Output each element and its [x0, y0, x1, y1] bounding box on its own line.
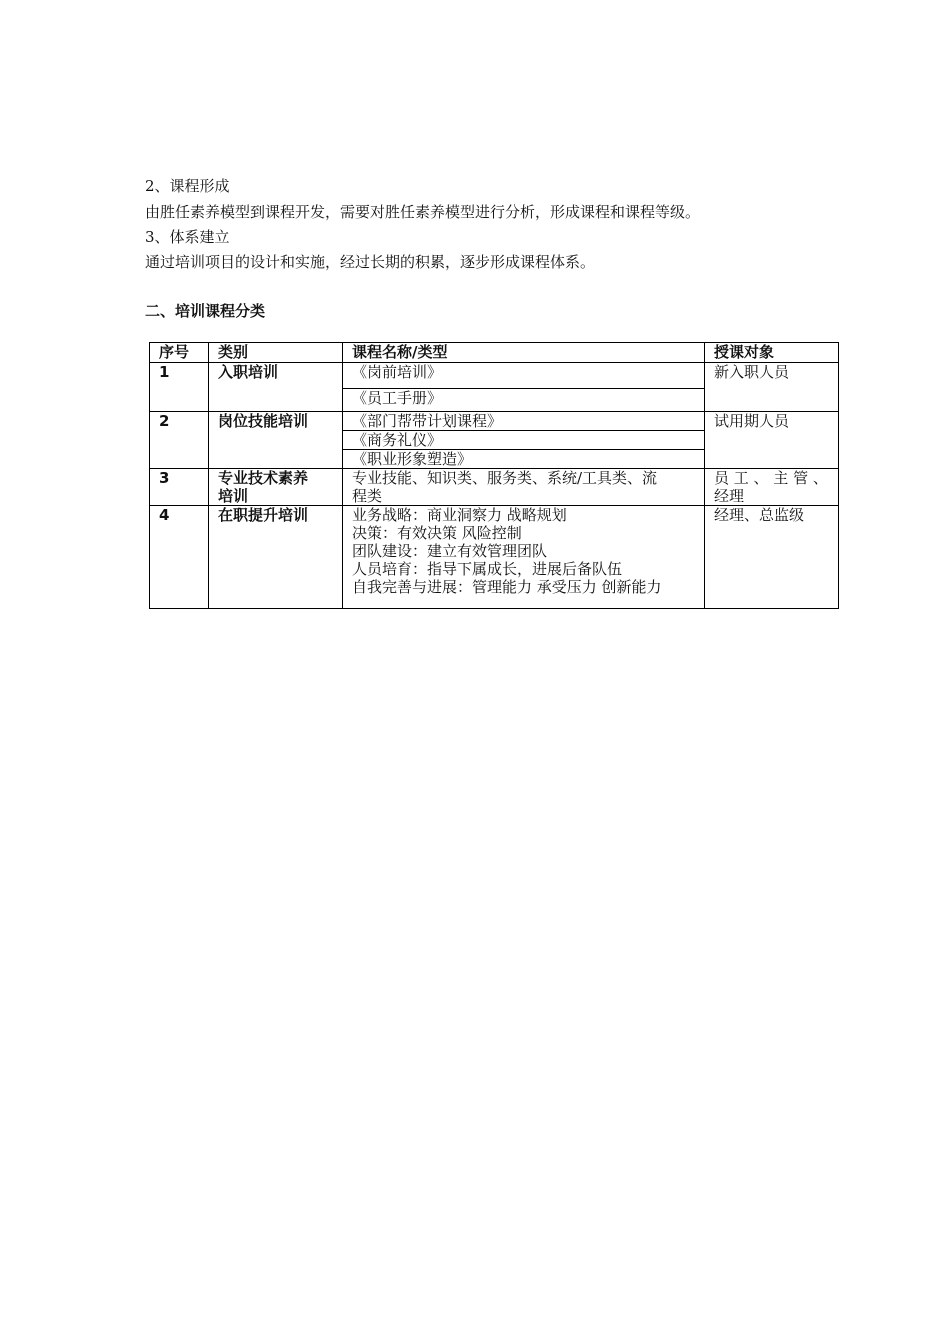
row-no: 1 — [150, 363, 209, 412]
course-line: 自我完善与进展：管理能力 承受压力 创新能力 — [352, 578, 662, 596]
course-line: 专业技能、知识类、服务类、系统/工具类、流 — [352, 469, 658, 487]
category-line: 培训 — [218, 487, 249, 505]
row-category — [209, 469, 343, 506]
course-line: 决策：有效决策 风险控制 — [352, 524, 522, 542]
course-cell: 《岗前培训》 — [343, 363, 705, 389]
row-category: 在职提升培训 — [209, 506, 343, 609]
course-line: 业务战略：商业洞察力 战略规划 — [352, 506, 567, 524]
course-line: 团队建设：建立有效管理团队 — [352, 542, 548, 560]
category-line: 专业技术素养 — [218, 469, 309, 487]
section-body-course-formation: 由胜任素养模型到课程开发，需要对胜任素养模型进行分析，形成课程和课程等级。 — [145, 203, 701, 221]
audience-line: 员 工 、 主 管 、 — [714, 469, 828, 487]
row-audience — [705, 469, 839, 506]
section-title-course-formation: 2、课程形成 — [145, 177, 230, 195]
section-title-system-building: 3、体系建立 — [145, 228, 230, 246]
course-cell: 《员工手册》 — [343, 389, 705, 412]
header-no: 序号 — [150, 343, 209, 363]
course-cell — [343, 469, 705, 506]
table-row — [150, 469, 839, 506]
table-row — [150, 412, 839, 431]
table-row — [150, 363, 839, 389]
course-cell — [343, 506, 705, 609]
row-audience: 新入职人员 — [705, 363, 839, 412]
course-cell: 《职业形象塑造》 — [343, 450, 705, 469]
course-classification-table — [149, 342, 839, 609]
row-category: 入职培训 — [209, 363, 343, 412]
table-header-row — [150, 343, 839, 363]
header-audience: 授课对象 — [705, 343, 839, 363]
header-course: 课程名称/类型 — [343, 343, 705, 363]
table-row — [150, 506, 839, 609]
audience-line: 经理 — [714, 487, 745, 505]
row-category: 岗位技能培训 — [209, 412, 343, 469]
course-cell: 《部门帮带计划课程》 — [343, 412, 705, 431]
course-cell: 《商务礼仪》 — [343, 431, 705, 450]
row-no: 3 — [150, 469, 209, 506]
course-line: 人员培育：指导下属成长，进展后备队伍 — [352, 560, 623, 578]
row-audience: 经理、总监级 — [705, 506, 839, 609]
classification-heading: 二、培训课程分类 — [145, 302, 266, 320]
row-no: 2 — [150, 412, 209, 469]
header-category: 类别 — [209, 343, 343, 363]
row-no: 4 — [150, 506, 209, 609]
section-body-system-building: 通过培训项目的设计和实施，经过长期的积累，逐步形成课程体系。 — [145, 253, 596, 271]
row-audience: 试用期人员 — [705, 412, 839, 469]
course-line: 程类 — [352, 487, 383, 505]
